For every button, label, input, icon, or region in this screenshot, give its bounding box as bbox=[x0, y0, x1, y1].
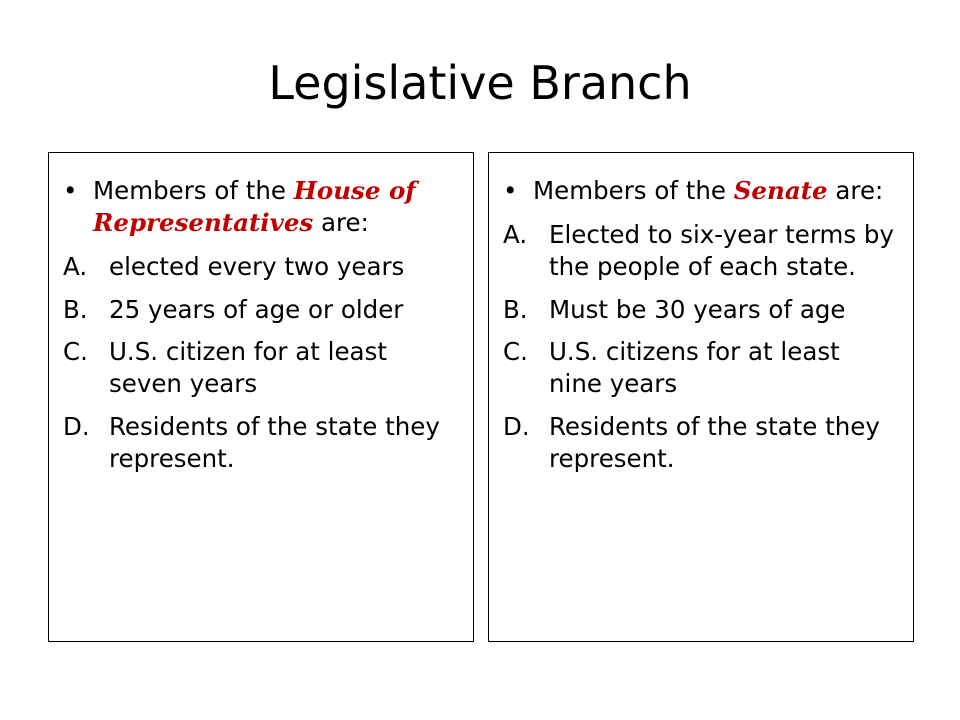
bullet-icon: • bbox=[503, 176, 518, 205]
senate-panel bbox=[488, 152, 914, 642]
list-marker: B. bbox=[63, 294, 88, 324]
house-item-b bbox=[63, 294, 455, 326]
house-intro bbox=[63, 175, 455, 239]
house-item-a bbox=[63, 251, 455, 283]
house-intro-post: are: bbox=[313, 207, 369, 237]
bullet-icon: • bbox=[63, 176, 78, 205]
list-marker: A. bbox=[63, 251, 88, 281]
list-marker: D. bbox=[503, 412, 530, 442]
list-marker: B. bbox=[503, 294, 528, 324]
list-item-text: Residents of the state they represent. bbox=[109, 412, 440, 473]
senate-intro bbox=[503, 175, 895, 207]
senate-emphasis: Senate bbox=[733, 176, 828, 205]
house-intro-pre: Members of the bbox=[93, 176, 294, 205]
house-intro-text bbox=[93, 175, 455, 239]
list-marker: C. bbox=[503, 337, 528, 367]
senate-intro-pre: Members of the bbox=[533, 176, 734, 205]
list-item-text: Residents of the state they represent. bbox=[549, 412, 880, 473]
list-marker: A. bbox=[503, 219, 528, 249]
list-item-text: U.S. citizen for at least seven years bbox=[109, 337, 387, 399]
list-item-text: Elected to six-year terms by the people of each state. bbox=[549, 219, 894, 281]
senate-item-b bbox=[503, 294, 895, 326]
list-item-text: elected every two years bbox=[109, 251, 405, 281]
house-panel bbox=[48, 152, 474, 642]
list-marker: C. bbox=[63, 337, 88, 367]
senate-intro-text bbox=[533, 175, 895, 207]
list-item-text: U.S. citizens for at least nine years bbox=[549, 337, 840, 399]
house-item-d bbox=[63, 411, 455, 475]
list-marker: D. bbox=[63, 412, 90, 442]
senate-item-d bbox=[503, 411, 895, 475]
list-item-text: Must be 30 years of age bbox=[549, 294, 846, 324]
slide-title: Legislative Branch bbox=[268, 56, 692, 110]
senate-item-c bbox=[503, 336, 895, 400]
house-of-representatives-emphasis: House of Representatives bbox=[93, 176, 416, 237]
senate-item-a bbox=[503, 219, 895, 283]
house-item-c bbox=[63, 336, 455, 400]
senate-intro-post: are: bbox=[827, 176, 884, 205]
list-item-text: 25 years of age or older bbox=[109, 294, 404, 324]
